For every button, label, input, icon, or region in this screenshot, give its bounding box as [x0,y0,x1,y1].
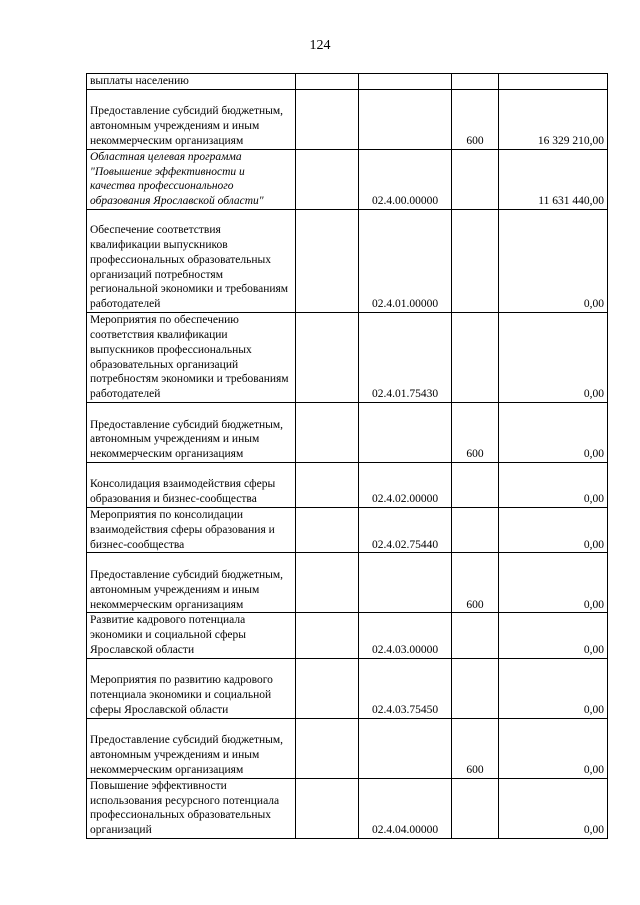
table-row [87,209,608,312]
item-name-cell: Повышение эффективности использования ресурсного потенциала профессиональных образовательных организаций [87,778,296,838]
target-code-cell: 02.4.02.75440 [359,507,452,552]
expense-type-cell [452,462,499,507]
item-name-cell: Консолидация взаимодействия сферы образования и бизнес-сообщества [87,462,296,507]
budget-table [86,73,608,839]
empty-cell [296,778,359,838]
item-name-cell: Предоставление субсидий бюджетным, автономным учреждениям и иным некоммерческим организациям [87,402,296,462]
item-name-cell: Предоставление субсидий бюджетным, автономным учреждениям и иным некоммерческим организациям [87,553,296,613]
empty-cell [296,553,359,613]
amount-cell: 16 329 210,00 [499,89,608,149]
budget-table-body [87,74,608,839]
target-code-cell: 02.4.00.00000 [359,149,452,209]
item-name-cell: Мероприятия по обеспечению соответствия квалификации выпускников профессиональных образовательных организаций потребностям экономики и требованиям работодателей [87,312,296,402]
amount-cell [499,74,608,90]
table-row [87,507,608,552]
table-row [87,658,608,718]
table-row [87,553,608,613]
table-row [87,778,608,838]
amount-cell: 0,00 [499,658,608,718]
amount-cell: 0,00 [499,402,608,462]
table-row [87,312,608,402]
item-name-cell: Обеспечение соответствия квалификации выпускников профессиональных образовательных организаций потребностям региональной экономики и требованиям работодателей [87,209,296,312]
amount-cell: 0,00 [499,778,608,838]
target-code-cell [359,718,452,778]
amount-cell: 0,00 [499,312,608,402]
target-code-cell [359,74,452,90]
target-code-cell [359,89,452,149]
target-code-cell [359,553,452,613]
empty-cell [296,402,359,462]
expense-type-cell: 600 [452,718,499,778]
table-row [87,149,608,209]
target-code-cell: 02.4.01.00000 [359,209,452,312]
amount-cell: 0,00 [499,553,608,613]
target-code-cell: 02.4.01.75430 [359,312,452,402]
expense-type-cell [452,209,499,312]
expense-type-cell [452,778,499,838]
item-name-cell: Развитие кадрового потенциала экономики и социальной сферы Ярославской области [87,613,296,658]
target-code-cell [359,402,452,462]
expense-type-cell [452,74,499,90]
table-row [87,718,608,778]
empty-cell [296,74,359,90]
empty-cell [296,312,359,402]
amount-cell: 0,00 [499,507,608,552]
empty-cell [296,613,359,658]
item-name-cell: Предоставление субсидий бюджетным, автономным учреждениям и иным некоммерческим организациям [87,718,296,778]
expense-type-cell [452,613,499,658]
amount-cell: 0,00 [499,462,608,507]
expense-type-cell: 600 [452,553,499,613]
empty-cell [296,209,359,312]
target-code-cell: 02.4.03.75450 [359,658,452,718]
table-row [87,74,608,90]
amount-cell: 11 631 440,00 [499,149,608,209]
empty-cell [296,507,359,552]
table-row [87,89,608,149]
empty-cell [296,89,359,149]
target-code-cell: 02.4.03.00000 [359,613,452,658]
target-code-cell: 02.4.02.00000 [359,462,452,507]
amount-cell: 0,00 [499,718,608,778]
page-number: 124 [309,38,331,53]
expense-type-cell: 600 [452,402,499,462]
expense-type-cell [452,507,499,552]
table-row [87,402,608,462]
amount-cell: 0,00 [499,613,608,658]
expense-type-cell: 600 [452,89,499,149]
item-name-cell: выплаты населению [87,74,296,90]
item-name-cell: Мероприятия по консолидации взаимодействия сферы образования и бизнес-сообщества [87,507,296,552]
item-name-cell: Мероприятия по развитию кадрового потенциала экономики и социальной сферы Ярославской области [87,658,296,718]
target-code-cell: 02.4.04.00000 [359,778,452,838]
table-row [87,462,608,507]
item-name-cell: Областная целевая программа "Повышение эффективности и качества профессионального образования Ярославской области" [87,149,296,209]
empty-cell [296,658,359,718]
expense-type-cell [452,312,499,402]
expense-type-cell [452,658,499,718]
expense-type-cell [452,149,499,209]
item-name-cell: Предоставление субсидий бюджетным, автономным учреждениям и иным некоммерческим организациям [87,89,296,149]
empty-cell [296,149,359,209]
amount-cell: 0,00 [499,209,608,312]
table-row [87,613,608,658]
empty-cell [296,462,359,507]
empty-cell [296,718,359,778]
